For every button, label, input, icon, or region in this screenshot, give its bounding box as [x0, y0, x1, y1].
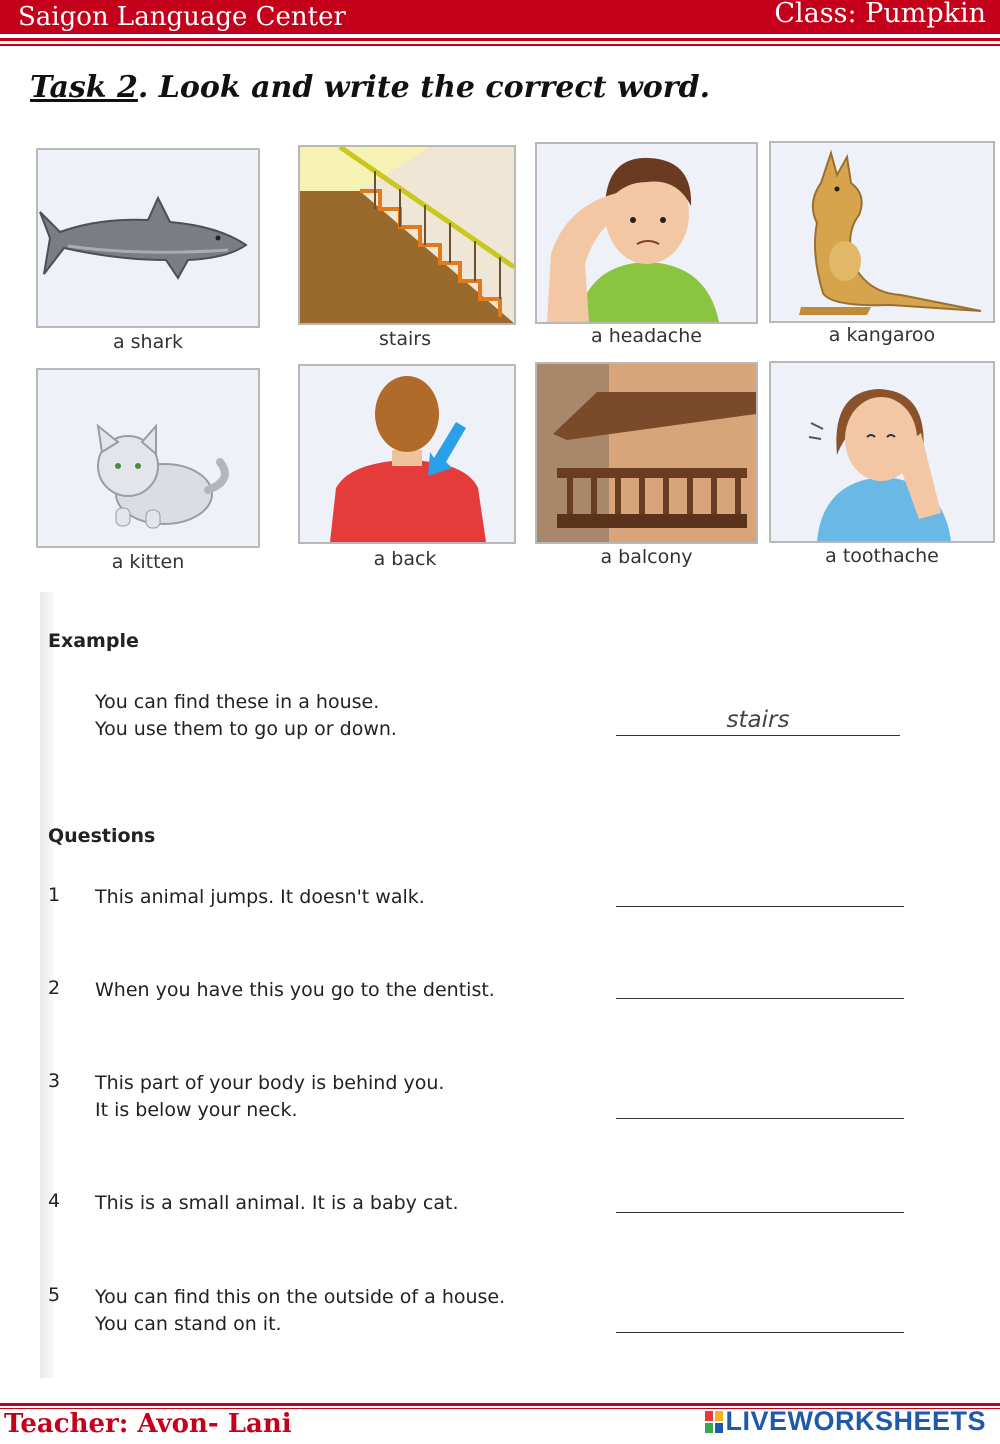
- question-number-5: 5: [48, 1284, 61, 1306]
- header-rule: [0, 38, 1000, 41]
- example-line-1: You can find these in a house.: [95, 691, 380, 713]
- question-1-line-1: This animal jumps. It doesn't walk.: [95, 886, 425, 908]
- question-3-line-2: It is below your neck.: [95, 1099, 298, 1121]
- brand-logo[interactable]: [705, 1406, 986, 1437]
- header-rule-thin: [0, 44, 1000, 46]
- question-5-line-2: You can stand on it.: [95, 1313, 282, 1335]
- caption-back: a back: [373, 548, 437, 570]
- question-number-3: 3: [48, 1070, 61, 1092]
- picture-toothache: [769, 361, 995, 543]
- picture-kangaroo: [769, 141, 995, 323]
- back-icon: [300, 366, 514, 542]
- caption-kitten: a kitten: [111, 551, 185, 573]
- caption-headache: a headache: [591, 325, 702, 347]
- kangaroo-icon: [771, 143, 993, 321]
- task-title: [30, 70, 710, 105]
- answer-input-4[interactable]: [616, 1188, 904, 1213]
- brand-text: LIVEWORKSHEETS: [725, 1406, 986, 1436]
- kitten-icon: [38, 370, 258, 546]
- task-label: Task 2: [30, 70, 138, 105]
- question-4-line-1: This is a small animal. It is a baby cat.: [95, 1192, 459, 1214]
- headache-icon: [537, 144, 756, 322]
- caption-toothache: a toothache: [825, 545, 939, 567]
- task-instruction: . Look and write the correct word.: [137, 70, 711, 105]
- class-label: Class: Pumpkin: [774, 0, 986, 29]
- example-line-2: You use them to go up or down.: [95, 718, 397, 740]
- example-heading: Example: [48, 630, 139, 652]
- example-answer: stairs: [726, 707, 790, 733]
- questions-heading: Questions: [48, 825, 156, 847]
- picture-balcony: [535, 362, 758, 544]
- answer-input-3[interactable]: [616, 1094, 904, 1119]
- example-answer-line: [616, 735, 900, 736]
- shark-icon: [38, 150, 258, 326]
- caption-stairs: stairs: [379, 328, 431, 350]
- question-number-2: 2: [48, 977, 61, 999]
- teacher-name: Teacher: Avon- Lani: [4, 1409, 292, 1439]
- liveworksheets-logo-icon: [705, 1411, 723, 1433]
- question-5-line-1: You can find this on the outside of a house.: [95, 1286, 506, 1308]
- answer-input-1[interactable]: [616, 882, 904, 907]
- picture-kitten: [36, 368, 260, 548]
- answer-input-2[interactable]: [616, 974, 904, 999]
- picture-stairs: [298, 145, 516, 325]
- picture-back: [298, 364, 516, 544]
- question-number-1: 1: [48, 884, 61, 906]
- stairs-icon: [300, 147, 514, 323]
- caption-shark: a shark: [112, 331, 184, 353]
- balcony-icon: [537, 364, 756, 542]
- answer-input-5[interactable]: [616, 1308, 904, 1333]
- caption-balcony: a balcony: [600, 546, 693, 568]
- caption-kangaroo: a kangaroo: [828, 324, 936, 346]
- picture-grid: [14, 132, 1000, 582]
- picture-shark: [36, 148, 260, 328]
- school-name: Saigon Language Center: [18, 2, 346, 32]
- toothache-icon: [771, 363, 993, 541]
- question-2-line-1: When you have this you go to the dentist.: [95, 979, 495, 1001]
- picture-headache: [535, 142, 758, 324]
- question-3-line-1: This part of your body is behind you.: [95, 1072, 445, 1094]
- header-bar: [0, 0, 1000, 34]
- question-number-4: 4: [48, 1190, 61, 1212]
